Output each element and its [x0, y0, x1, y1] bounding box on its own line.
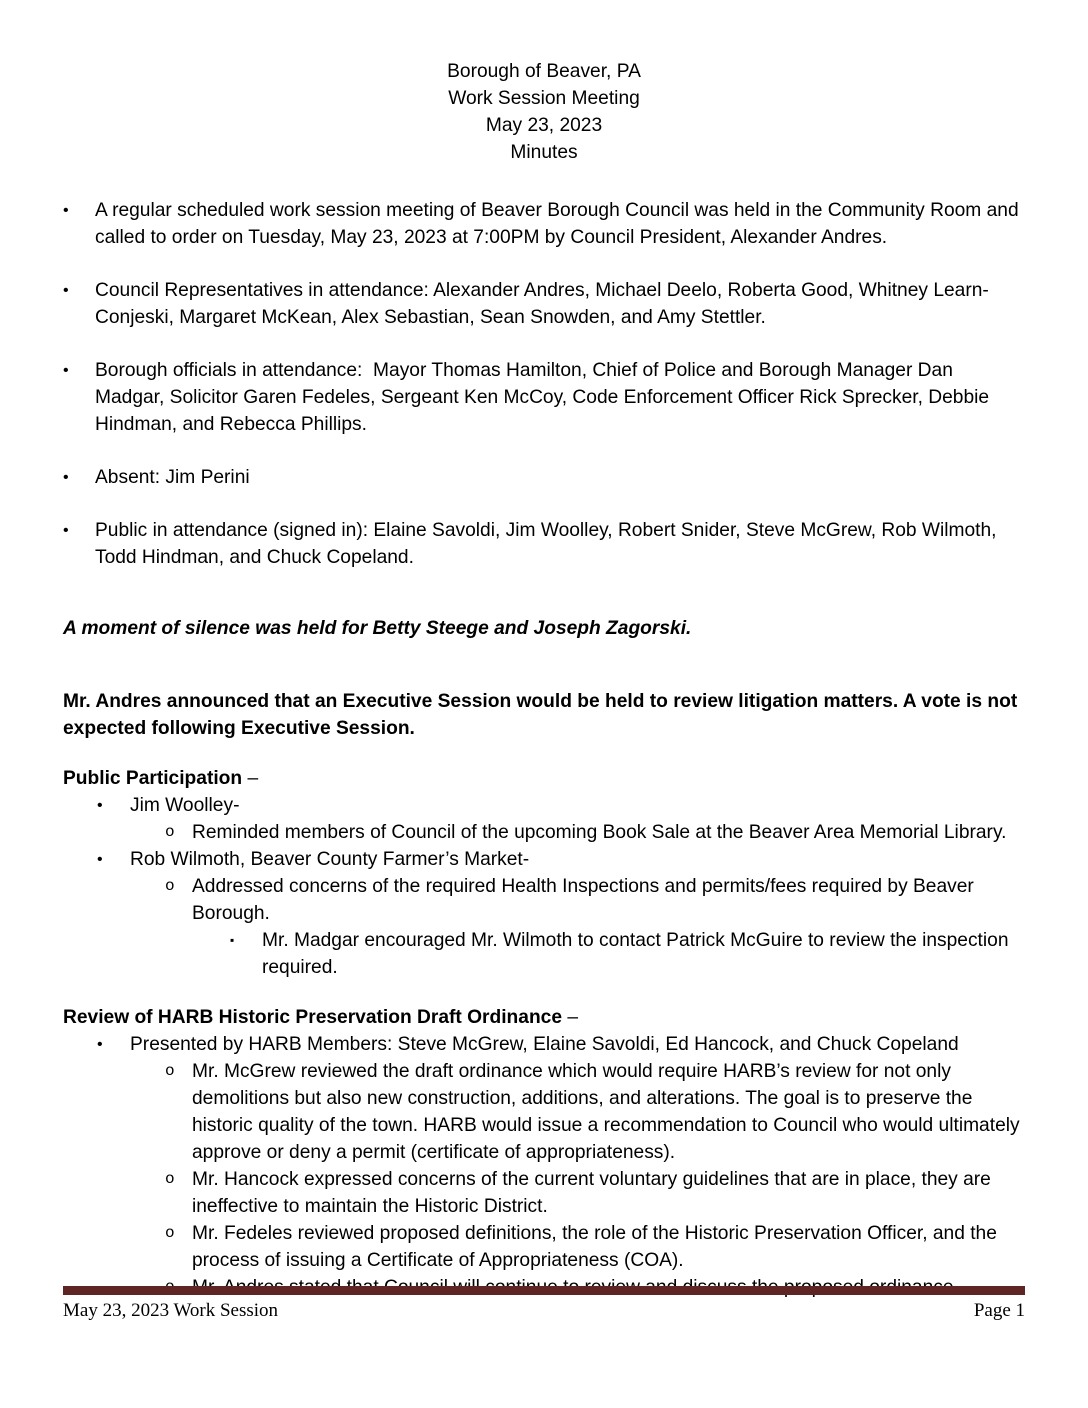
- heading-text: Public Participation: [63, 768, 243, 789]
- title-line-meeting-type: Work Session Meeting: [448, 88, 640, 109]
- mcgrew-remark: Mr. McGrew reviewed the draft ordinance which would require HARB’s review for not only demolitions but also new construction, additions, and alterations. The goal is to preserve the historic quality of the town. HARB would issue a recommendation to Council who would ultimately approve or deny a permit (certificate of appropriateness).: [192, 1061, 1025, 1163]
- list-item: [165, 819, 1025, 846]
- document-title-block: [63, 58, 1025, 166]
- bullet-icon: •: [97, 1036, 103, 1053]
- heading-text: Review of HARB Historic Preservation Draft Ordinance: [63, 1007, 563, 1028]
- public-attendance-text: Public in attendance (signed in): Elaine Savoldi, Jim Woolley, Robert Snider, Steve McGrew, Rob Wilmoth, Todd Hindman, and Chuck Copeland.: [95, 520, 1002, 568]
- footer-session-label: May 23, 2023 Work Session: [63, 1300, 279, 1321]
- circle-bullet-icon: o: [165, 1224, 175, 1242]
- footer-page-number: Page 1: [973, 1300, 1025, 1321]
- absent-text: Absent: Jim Perini: [95, 467, 250, 488]
- attendance-list: [63, 197, 1025, 571]
- moment-of-silence-note: A moment of silence was held for Betty Steege and Joseph Zagorski.: [63, 618, 692, 639]
- page-footer: [63, 1286, 1025, 1323]
- list-item: [230, 927, 1025, 981]
- speaker-woolley: Jim Woolley-: [130, 795, 240, 816]
- circle-bullet-icon: o: [165, 877, 175, 895]
- square-bullet-icon: ▪: [230, 933, 235, 947]
- bullet-icon: •: [97, 851, 103, 868]
- hancock-remark: Mr. Hancock expressed concerns of the current voluntary guidelines that are in place, they are ineffective to maintain the Historic District.: [192, 1169, 997, 1217]
- call-to-order-text: A regular scheduled work session meeting of Beaver Borough Council was held in the Community Room and called to order on Tuesday, May 23, 2023 at 7:00PM by Council President, Alexander Andres.: [95, 200, 1024, 248]
- speaker-wilmoth: Rob Wilmoth, Beaver County Farmer’s Market-: [130, 849, 530, 870]
- list-item: [63, 197, 1025, 251]
- list-item: [63, 357, 1025, 438]
- bullet-icon: •: [63, 522, 69, 539]
- list-item: [97, 846, 1025, 873]
- list-item: [63, 464, 1025, 491]
- footer-divider-bar: [63, 1286, 1025, 1295]
- title-line-org: Borough of Beaver, PA: [447, 61, 641, 82]
- executive-session-note: Mr. Andres announced that an Executive Session would be held to review litigation matters. A vote is not expected following Executive Session.: [63, 691, 1018, 739]
- heading-dash: –: [242, 768, 259, 789]
- fedeles-remark: Mr. Fedeles reviewed proposed definitions, the role of the Historic Preservation Officer, and the process of issuing a Certificate of Appropriateness (COA).: [192, 1223, 1003, 1271]
- list-item: [97, 1031, 1025, 1058]
- public-participation-section: [63, 765, 1025, 981]
- madgar-response: Mr. Madgar encouraged Mr. Wilmoth to contact Patrick McGuire to review the inspection required.: [262, 930, 1014, 978]
- list-item: [165, 873, 1025, 927]
- borough-officials-text: Borough officials in attendance: Mayor Thomas Hamilton, Chief of Police and Borough Manager Dan Madgar, Solicitor Garen Fedeles, Sergeant Ken McCoy, Code Enforcement Officer Rick Sprecker, Debbie Hindman, and Rebecca Phillips.: [95, 360, 995, 435]
- title-line-minutes: Minutes: [510, 142, 578, 163]
- public-participation-heading: [63, 765, 1025, 792]
- title-line-date: May 23, 2023: [485, 115, 603, 136]
- bullet-icon: •: [97, 797, 103, 814]
- harb-presenters: Presented by HARB Members: Steve McGrew, Elaine Savoldi, Ed Hancock, and Chuck Copeland: [130, 1034, 959, 1055]
- harb-heading: [63, 1004, 1025, 1031]
- wilmoth-remark: Addressed concerns of the required Health Inspections and permits/fees required by Beaver Borough.: [192, 876, 980, 924]
- list-item: [63, 277, 1025, 331]
- list-item: [165, 1058, 1025, 1166]
- list-item: [63, 517, 1025, 571]
- bullet-icon: •: [63, 362, 69, 379]
- harb-section: [63, 1004, 1025, 1301]
- list-item: [97, 792, 1025, 819]
- list-item: [165, 1166, 1025, 1220]
- bullet-icon: •: [63, 282, 69, 299]
- bullet-icon: •: [63, 202, 69, 219]
- footer-text-row: [63, 1299, 1025, 1323]
- circle-bullet-icon: o: [165, 1062, 175, 1080]
- circle-bullet-icon: o: [165, 1170, 175, 1188]
- circle-bullet-icon: o: [165, 823, 175, 841]
- bullet-icon: •: [63, 469, 69, 486]
- council-representatives-text: Council Representatives in attendance: Alexander Andres, Michael Deelo, Roberta Good, Whitney Learn-Conjeski, Margaret McKean, Alex Sebastian, Sean Snowden, and Amy Stettler.: [95, 280, 989, 328]
- woolley-remark: Reminded members of Council of the upcoming Book Sale at the Beaver Area Memorial Library.: [192, 822, 1007, 843]
- list-item: [165, 1220, 1025, 1274]
- heading-dash: –: [562, 1007, 579, 1028]
